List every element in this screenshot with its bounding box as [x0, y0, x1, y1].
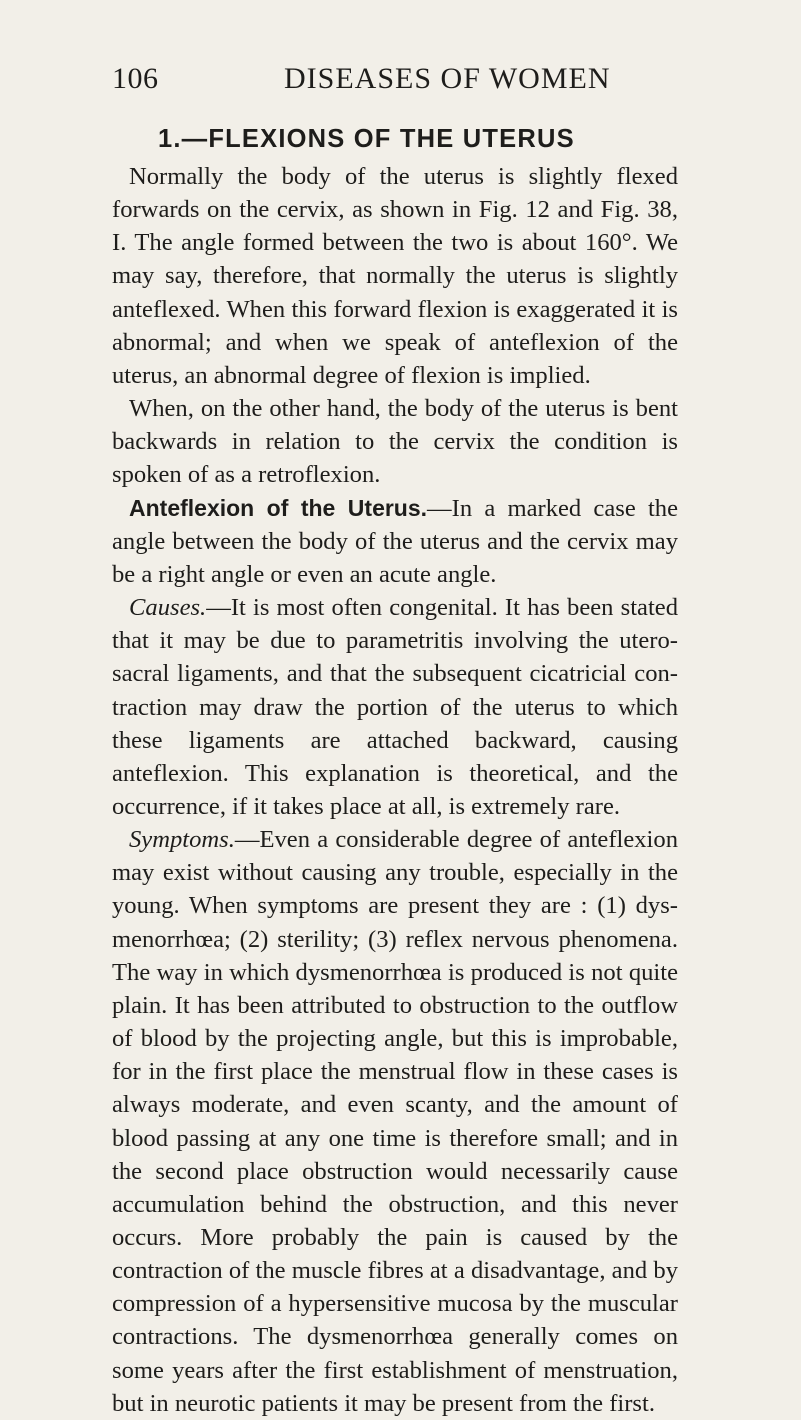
symptoms-text: —Even a considerable degree of anteflexion may exist without causing any trouble, especially in the young. When symptoms are present they are : (1) dysmenorrhœa; (2) sterility; (3) reflex nervous phenomena. The way in which dysmenorrhœa is produced is not quite plain. It has been attributed to obstruction to the outflow of blood by the projecting angle, but this is improbable, for in the first place the menstrual flow in these cases is always moderate, and even scanty, and the amount of blood passing at any one time is therefore small; and in the second place obstruction would necessarily cause accumulation behind the obstruction, and this never occurs. More probably the pain is caused by the contraction of the muscle fibres at a disadvantage, and by compression of a hypersensitive mucosa by the muscular contractions. The dysmenorrhœa generally comes on some years after the first establishment of menstruation, but in neurotic patients it may be present from the first. [112, 826, 678, 1417]
paragraph-anteflexion [112, 492, 678, 591]
paragraph-causes [112, 591, 678, 823]
symptoms-heading: Symptoms. [129, 826, 235, 854]
body-text [112, 160, 678, 1420]
paragraph-normal-flexion: Normally the body of the uterus is slightly flexed forwards on the cervix, as shown in Fig. 12 and Fig. 38, I. The angle formed between the two is about 160°. We may say, therefore, that normally the uterus is slightly anteflexed. When this forward flexion is exaggerated it is abnormal; and when we speak of anteflexion of the uterus, an abnormal degree of flexion is implied. [112, 163, 678, 389]
running-title: DISEASES OF WOMEN [284, 62, 611, 95]
causes-text: —It is most often congenital. It has been stated that it may be due to parametritis involving the uterosacral ligaments, and that the subsequent cicatricial contraction may draw the portion of the uterus to which these ligaments are attached backward, causing anteflexion. This explanation is theoretical, and the occurrence, if it takes place at all, is extremely rare. [112, 594, 678, 820]
paragraph-symptoms [112, 823, 678, 1420]
paragraph-retroflexion: When, on the other hand, the body of the uterus is bent backwards in relation to the cervix the condition is spoken of as a retroflexion. [112, 395, 678, 489]
page-number: 106 [112, 62, 159, 95]
section-heading: 1.—FLEXIONS OF THE UTERUS [158, 125, 575, 153]
running-head [112, 62, 677, 96]
anteflexion-text: —In a marked case the angle between the body of the uterus and the cervix may be a right angle or even an acute angle. [112, 494, 678, 588]
anteflexion-heading: Anteflexion of the Uterus. [129, 494, 428, 521]
causes-heading: Causes. [129, 594, 207, 622]
